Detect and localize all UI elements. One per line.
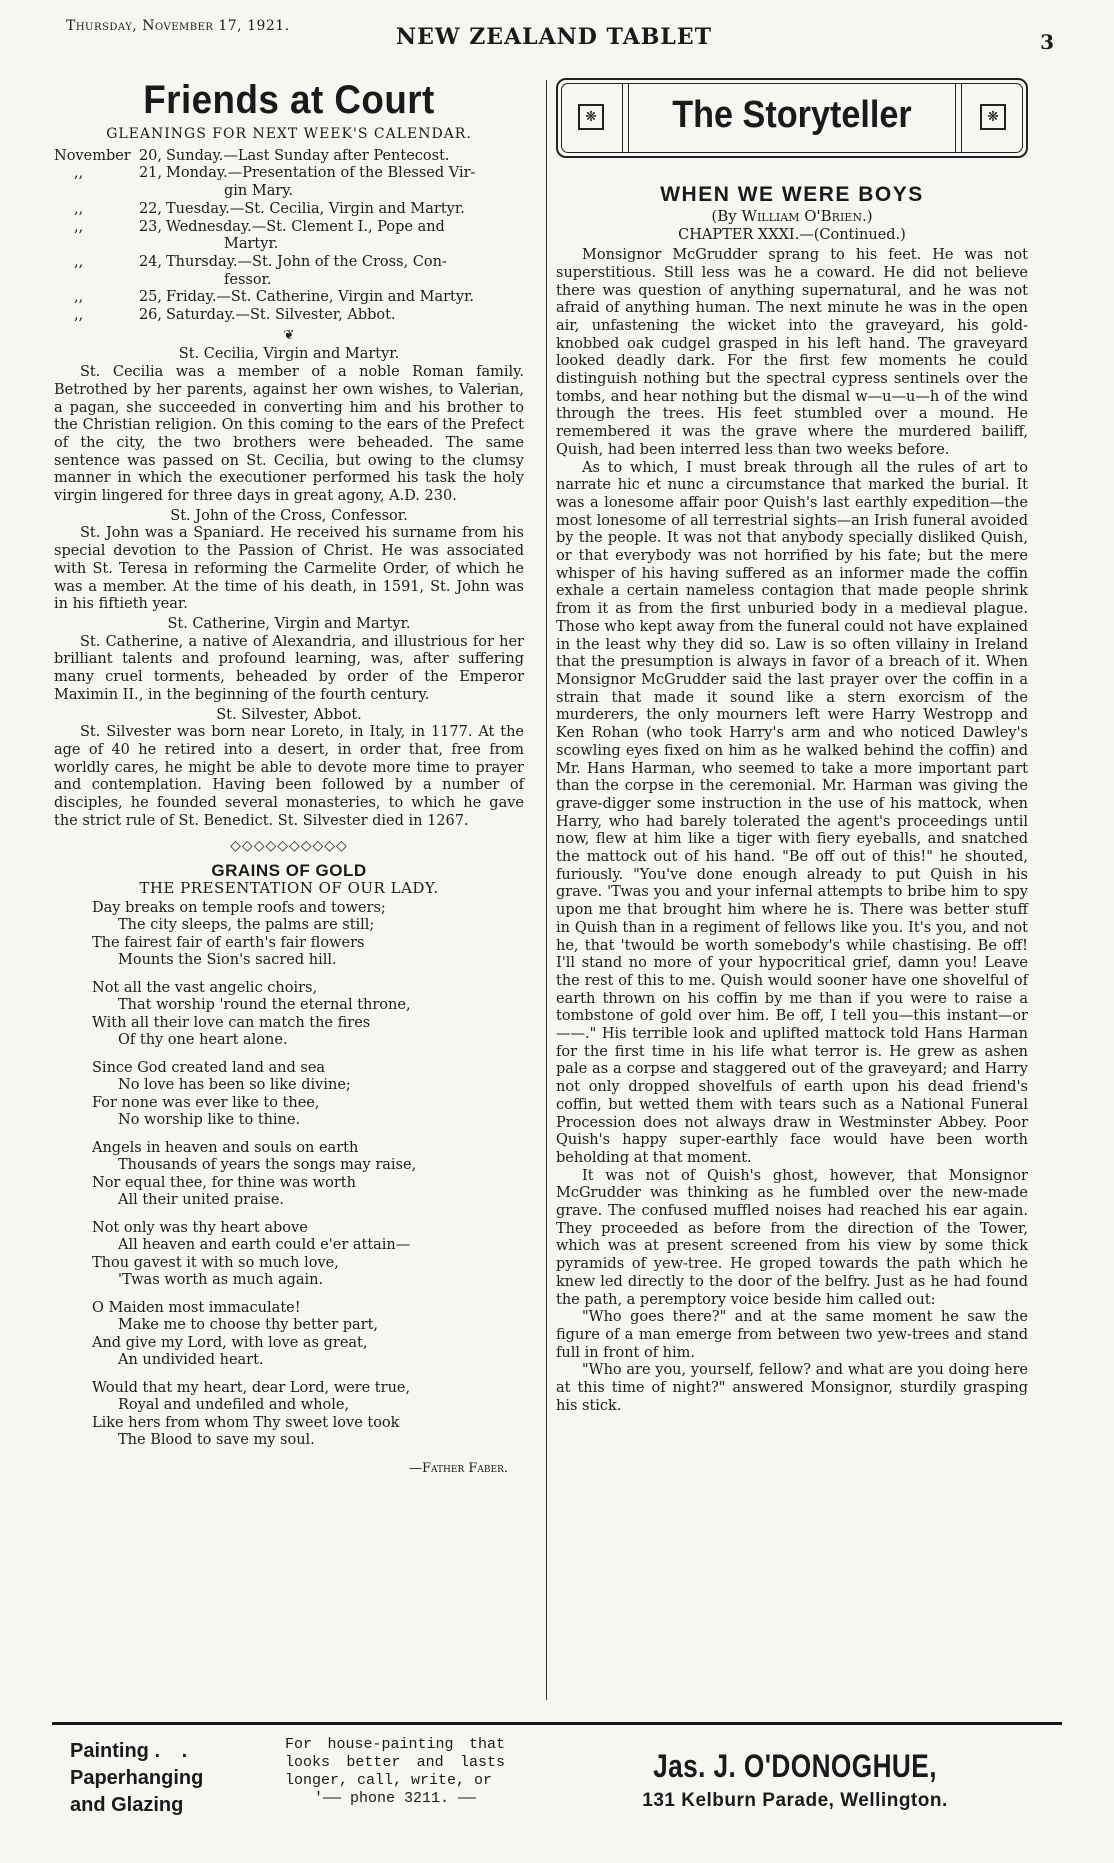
chapter-heading: CHAPTER XXXI.—(Continued.) (678, 227, 906, 244)
calendar-continuation: gin Mary. (224, 183, 294, 200)
calendar-month: ,, (74, 218, 84, 235)
grains-of-gold-title: GRAINS OF GOLD (211, 861, 367, 881)
merchant-address: 131 Kelburn Parade, Wellington. (642, 1790, 948, 1811)
calendar-text: Monday.—Presentation of the Blessed Vir- (166, 165, 476, 182)
poem-line: No love has been so like divine; (118, 1077, 351, 1094)
poem-line: O Maiden most immaculate! (92, 1299, 301, 1316)
calendar-entry (54, 289, 524, 307)
section-body: St. Catherine, a native of Alexandria, and illustrious for her brilliant talents and profound learning, was, after suffering many cruel torments, beheaded by order of the Emperor Maximin II., in the beginning of the fourth century. (54, 633, 524, 703)
poem-line: Like hers from whom Thy sweet love took (92, 1414, 400, 1431)
poem-line: The Blood to save my soul. (118, 1432, 315, 1449)
poem-line: Day breaks on temple roofs and towers; (92, 899, 386, 916)
poem-line: Not all the vast angelic choirs, (92, 979, 318, 996)
calendar-text: Wednesday.—St. Clement I., Pope and (166, 218, 445, 235)
poem-author: —Father Faber. (409, 1460, 508, 1476)
poem-line: Angels in heaven and souls on earth (92, 1139, 359, 1156)
section-body: St. John was a Spaniard. He received his surname from his special devotion to the Passion of Christ. He was associated with St. Teresa in reforming the Carmelite Order, of which he was a member. At the time of his death, in 1591, St. John was in his fiftieth year. (54, 525, 524, 613)
section-heading: St. Cecilia, Virgin and Martyr. (178, 346, 400, 363)
poem-line: All heaven and earth could e'er attain— (118, 1237, 411, 1254)
calendar-month: November (54, 147, 131, 164)
poem-stanza (92, 1220, 524, 1290)
calendar-month: ,, (74, 165, 84, 182)
poem-stanza (92, 1380, 524, 1450)
calendar-text: Tuesday.—St. Cecilia, Virgin and Martyr. (166, 200, 465, 217)
newspaper-title: NEW ZEALAND TABLET (396, 24, 712, 50)
calendar-day: 25, (138, 289, 162, 306)
storyteller-title: The Storyteller (672, 94, 912, 136)
poem-line: Royal and undefiled and whole, (118, 1397, 350, 1414)
calendar-day: 21, (138, 165, 162, 182)
fleuron-ornament: ❦ (283, 327, 295, 343)
poem-line: Since God created land and sea (92, 1059, 326, 1076)
calendar-day: 20, (138, 147, 162, 164)
diamond-ornament: ◇◇◇◇◇◇◇◇◇◇ (230, 838, 348, 855)
poem-line: With all their love can match the fires (92, 1014, 371, 1031)
calendar-entry (54, 201, 524, 219)
house-painting-advert: For house-painting that looks better and lasts longer, call, write, or '—— phone 3211. —— (285, 1736, 505, 1807)
calendar-text: Sunday.—Last Sunday after Pentecost. (166, 147, 450, 164)
poem-line: Would that my heart, dear Lord, were true, (92, 1379, 411, 1396)
merchant-advert (585, 1748, 1005, 1812)
poem-line: Thousands of years the songs may raise, (118, 1157, 417, 1174)
story-text (556, 247, 1028, 1415)
poem-stanza (92, 1140, 524, 1210)
poem-line: For none was ever like to thee, (92, 1094, 320, 1111)
poem-line: Not only was thy heart above (92, 1219, 308, 1236)
footer-rule (52, 1722, 1062, 1725)
story-author: William O'Brien.) (741, 206, 873, 225)
calendar-month: ,, (74, 307, 84, 324)
section-heading: St. John of the Cross, Confessor. (170, 507, 408, 524)
calendar-day: 26, (138, 307, 162, 324)
story-paragraph: It was not of Quish's ghost, however, that Monsignor McGrudder was thinking as he fumbled over the new-made grave. The confused muffled noises had reached his ear again. They proceeded as before from the direction of the Tower, which was at present screened from his view by some thick pyramids of yew-tree. He groped towards the path which he knew led directly to the door of the belfry. Just as he had found the path, a peremptory voice beside him called out: (556, 1167, 1028, 1308)
poem-line: All their united praise. (118, 1192, 285, 1209)
poem-stanza (92, 900, 524, 970)
calendar-month: ,, (74, 200, 84, 217)
calendar-entry (54, 219, 524, 237)
poem-line: 'Twas worth as much again. (118, 1272, 324, 1289)
poem-stanza (92, 1300, 524, 1370)
poem-line: Thou gavest it with so much love, (92, 1254, 339, 1271)
calendar-text: Friday.—St. Catherine, Virgin and Martyr. (166, 289, 475, 306)
poem-line: The city sleeps, the palms are still; (118, 917, 375, 934)
painting-advert: Painting . . Paperhanging and Glazing (70, 1740, 204, 1816)
poem (54, 900, 524, 1450)
flower-ornament-icon: ❋ (980, 104, 1006, 130)
poem-stanza (92, 1060, 524, 1130)
page-number: 3 (1040, 30, 1054, 54)
column-divider (546, 80, 547, 1700)
poem-line: Make me to choose thy better part, (118, 1317, 379, 1334)
story-paragraph: As to which, I must break through all the rules of art to narrate hic et nunc a circumstance that marked the burial. It was a lonesome affair poor Quish's last earthly expedition—the most lonesome of all terrestrial sights—an Irish funeral avoided by the people. It was not that anybody specially disliked Quish, or that everybody was not horrified by his fate; but the mere whisper of his having suffered as an informer made the coffin exhale a certain nameless contagion that made people shrink from it as from the first unburied body in a medieval plague. Those who kept away from the funeral could not have explained in the least why they did so. Law is so often villainy in Ireland that the presumption is always in favor of a breach of it. When Monsignor McGrudder said the last prayer over the coffin in a strain that made it sound like a stern exorcism of the murderers, the only mourners left were Harry Westropp and Ken Rohan (who took Harry's arm and who noticed Dawley's scowling eyes fixed on him as he walked behind the coffin) and Mr. Hans Harman, who seemed to take a more important part than the corpse in the ceremonial. Mr. Harman was giving the grave-digger some instruction in the use of his mattock, when Harry, who had barely tolerated the agent's proceedings until now, flew at him like a tiger with fiery eyeballs, and snatched the mattock out of his hand. "Be off out of this!" he shouted, furiously. "You've done enough already to put Quish in his grave. 'Twas you and your infernal attempts to bribe him to spy upon me that brought him where he is. There was better stuff in Quish than in a regiment of fellows like you. It's you, and not he, that 'twould be worth somebody's while chastising. Be off! I'll stand no more of your hypocritical grief, damn you! Leave the rest of this to me. Quish would sooner have one shovelful of earth thrown on his coffin by me than if you were to raise a tombstone of gold over him. Be off, I tell you—this instant—or——." His terrible look and uplifted mattock told Hans Harman for the first time in his life what terror is. He grew as ashen pale as a corpse and staggered out of the graveyard; and Harry not only dropped shovelfuls of earth upon his dead friend's coffin, but wetted them with tears such as a National Funeral Procession does not always draw in Westminster Abbey. Poor Quish's happy super-earthly face would have been worth beholding at that moment. (556, 459, 1028, 1166)
calendar-list (54, 148, 524, 325)
poem-line: No worship like to thine. (118, 1112, 301, 1129)
calendar-day: 23, (138, 218, 162, 235)
calendar-month: ,, (74, 289, 84, 306)
section-heading: St. Catherine, Virgin and Martyr. (167, 615, 411, 632)
calendar-month: ,, (74, 253, 84, 270)
story-title: WHEN WE WERE BOYS (660, 183, 924, 206)
poem-line: An undivided heart. (118, 1352, 264, 1369)
friends-at-court-title: Friends at Court (143, 78, 435, 122)
poem-line: That worship 'round the eternal throne, (118, 997, 411, 1014)
calendar-entry (54, 307, 524, 325)
right-column (556, 98, 1028, 1416)
page-header (66, 10, 1054, 54)
poem-line: The fairest fair of earth's fair flowers (92, 934, 365, 951)
story-paragraph: "Who are you, yourself, fellow? and what are you doing here at this time of night?" answered Monsignor, sturdily grasping his stick. (556, 1362, 1028, 1414)
calendar-entry (54, 165, 524, 183)
phone-number: '—— phone 3211. —— (313, 1790, 477, 1807)
left-column (54, 78, 524, 1477)
poem-line: Mounts the Sion's sacred hill. (118, 952, 337, 969)
story-byline: (By William O'Brien.) (711, 206, 873, 225)
calendar-day: 24, (138, 253, 162, 270)
calendar-entry (54, 148, 524, 166)
story-paragraph: "Who goes there?" and at the same moment he saw the figure of a man emerge from between two yew-trees and stand full in front of him. (556, 1309, 1028, 1361)
story-paragraph: Monsignor McGrudder sprang to his feet. He was not superstitious. Still less was he a coward. He did not believe there was question of anything supernatural, and he was not afraid of anything human. The next minute he was in the open air, unfastening the wicket into the graveyard, his gold-knobbed oak cudgel grasped in his left hand. The graveyard looked deadly dark. For the first few moments he could distinguish nothing but the spectral cypress sentinels over the tombs, and hear nothing but the dismal w—u—u—h of the wind through the trees. His feet stumbled over a mound. He remembered it was the grave where the murdered bailiff, Quish, had been interred less than two weeks before. (556, 247, 1028, 458)
poem-line: Of thy one heart alone. (118, 1032, 288, 1049)
calendar-text: Saturday.—St. Silvester, Abbot. (166, 307, 396, 324)
calendar-continuation: Martyr. (224, 236, 279, 253)
calendar-day: 22, (138, 200, 162, 217)
calendar-subtitle: GLEANINGS FOR NEXT WEEK'S CALENDAR. (106, 126, 472, 142)
poem-title: THE PRESENTATION OF OUR LADY. (139, 878, 439, 897)
saints-sections (54, 346, 524, 830)
poem-stanza (92, 980, 524, 1050)
merchant-name: Jas. J. O'DONOGHUE, (653, 1748, 937, 1784)
section-body: St. Silvester was born near Loreto, in Italy, in 1177. At the age of 40 he retired into a desert, in order that, free from worldly cares, he might be able to devote more time to prayer and contemplation. Having been followed by a number of disciples, he founded several monasteries, to which he gave the strict rule of St. Benedict. St. Silvester died in 1267. (54, 724, 524, 829)
flower-ornament-icon: ❋ (578, 104, 604, 130)
calendar-text: Thursday.—St. John of the Cross, Con- (166, 253, 447, 270)
calendar-entry (54, 254, 524, 272)
section-body: St. Cecilia was a member of a noble Roman family. Betrothed by her parents, against her own wishes, to Valerian, a pagan, she succeeded in converting him and his brother to the Christian religion. On this coming to the ears of the Prefect of the city, the two brothers were beheaded. The same sentence was passed on St. Cecilia, but owing to the clumsy manner in which the executioner performed his task the holy virgin lingered for three days in great agony, A.D. 230. (54, 364, 524, 505)
poem-line: And give my Lord, with love as great, (92, 1334, 368, 1351)
issue-date: Thursday, November 17, 1921. (66, 18, 290, 34)
calendar-continuation: fessor. (224, 271, 272, 288)
poem-line: Nor equal thee, for thine was worth (92, 1174, 356, 1191)
section-heading: St. Silvester, Abbot. (216, 706, 362, 723)
